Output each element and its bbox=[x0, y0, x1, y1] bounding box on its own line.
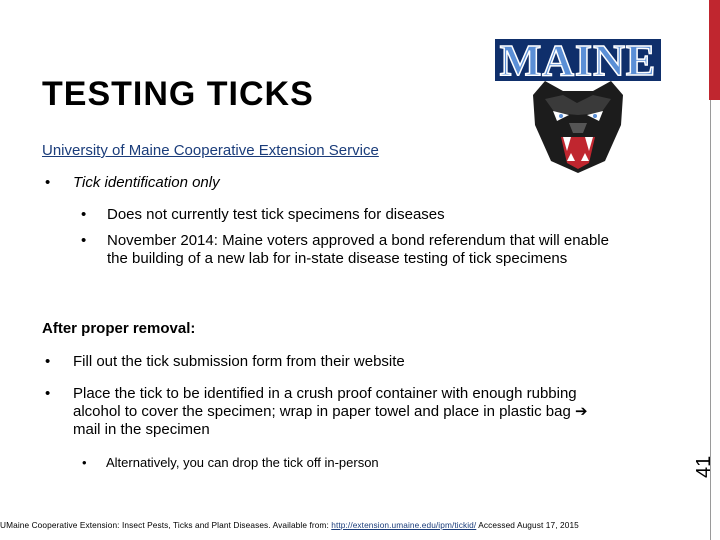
bullet-text: Fill out the tick submission form from their website bbox=[73, 353, 405, 370]
slide-number: 41 bbox=[693, 455, 715, 478]
section-heading: After proper removal: bbox=[42, 320, 196, 337]
bullet-text-continued: mail in the specimen bbox=[73, 421, 210, 438]
bullet-icon: • bbox=[81, 206, 87, 223]
bullet-text: November 2014: Maine voters approved a bond referendum that will enable the building of a new lab for in-state disease testing of tick specimens bbox=[107, 232, 609, 267]
list-item bbox=[81, 206, 621, 224]
accent-bar bbox=[709, 0, 720, 100]
bear-head-icon bbox=[533, 81, 623, 173]
maine-bear-logo bbox=[493, 33, 663, 175]
bullet-icon: • bbox=[45, 353, 51, 370]
list-item bbox=[45, 385, 605, 439]
citation-text: UMaine Cooperative Extension: Insect Pests, Ticks and Plant Diseases. Available from: bbox=[0, 520, 332, 530]
citation-link[interactable]: http://extension.umaine.edu/ipm/tickid/ bbox=[331, 520, 477, 530]
citation-footer bbox=[0, 520, 700, 530]
bullet-icon: • bbox=[81, 232, 87, 249]
organization-subtitle: University of Maine Cooperative Extension Service bbox=[42, 142, 379, 159]
bullet-text: Place the tick to be identified in a crush proof container with enough rubbing alcohol to cover the specimen; wrap in paper towel and place in plastic bag bbox=[73, 385, 577, 420]
list-item bbox=[81, 232, 621, 268]
citation-accessed: Accessed August 17, 2015 bbox=[476, 520, 579, 530]
list-item bbox=[45, 174, 220, 192]
maine-wordmark bbox=[495, 36, 661, 85]
list-item bbox=[82, 455, 379, 471]
bullet-icon: • bbox=[82, 455, 87, 470]
arrow-right-icon: ➔ bbox=[574, 403, 588, 420]
bullet-text: Tick identification only bbox=[73, 174, 220, 191]
bullet-text: Alternatively, you can drop the tick off in-person bbox=[106, 455, 379, 470]
slide-title: TESTING TICKS bbox=[42, 75, 314, 113]
bullet-icon: • bbox=[45, 385, 51, 402]
bullet-icon: • bbox=[45, 174, 51, 191]
maine-wordmark-text: MAINE bbox=[499, 36, 657, 85]
bullet-text: Does not currently test tick specimens for diseases bbox=[107, 206, 445, 223]
list-item bbox=[45, 353, 605, 371]
